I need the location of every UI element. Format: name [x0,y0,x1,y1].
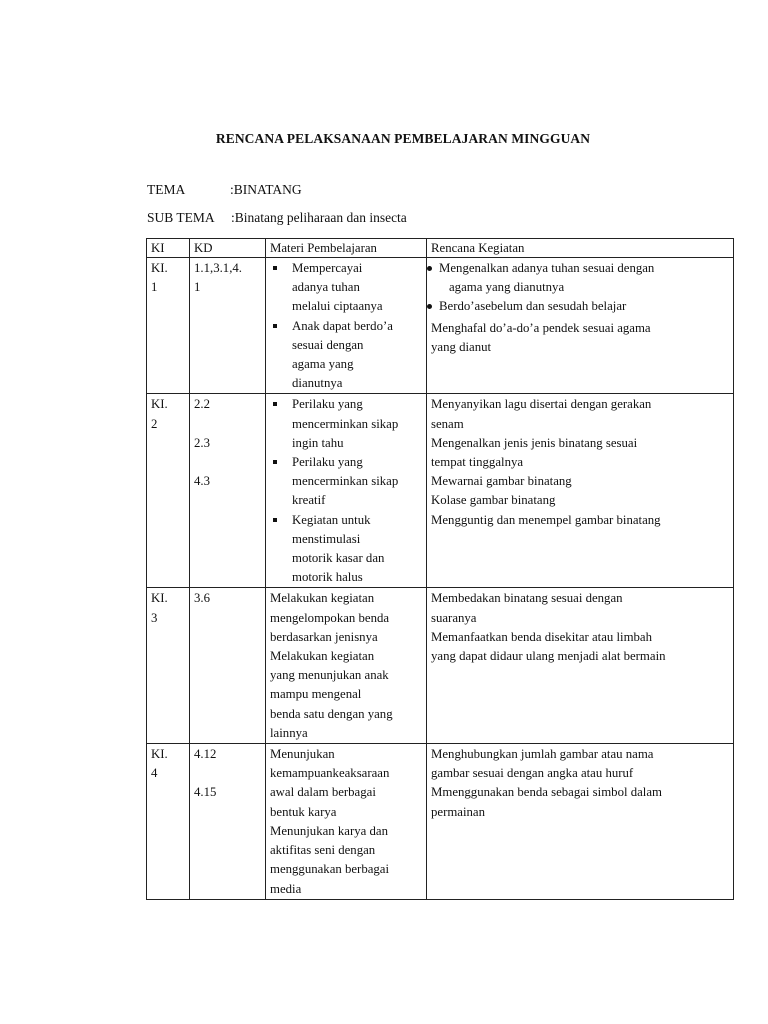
materi-text: dianutnya [292,376,343,391]
kd-cell [190,258,266,394]
ki-text: KI. [151,397,168,412]
materi-text: mengelompokan benda [270,610,390,625]
materi-text: motorik halus [292,570,363,585]
header-ki: KI [147,239,190,258]
materi-text: media [270,881,302,896]
kegiatan-cell [427,744,734,900]
tema-value: :BINATANG [230,182,302,197]
materi-text: aktifitas seni dengan [270,843,376,858]
ki-text: KI. [151,591,168,606]
materi-text: menggunakan berbagai [270,862,390,877]
materi-cell [266,744,427,900]
list-item [431,297,729,316]
materi-text: kreatif [292,493,326,508]
kegiatan-text: senam [431,416,464,431]
list-item [270,511,422,588]
table-row [147,744,734,900]
kegiatan-text: Menghafal do’a-do’a pendek sesuai agama [431,320,651,335]
materi-text: mencerminkan sikap [292,416,399,431]
materi-cell [266,394,427,588]
list-item [270,395,422,453]
kd-text: 1 [194,280,201,295]
materi-text: Melakukan kegiatan [270,649,375,664]
kegiatan-text: Berdo’asebelum dan sesudah belajar [439,299,627,314]
kegiatan-text: Mmenggunakan benda sebagai simbol dalam [431,785,662,800]
kegiatan-text: Menghubungkan jumlah gambar atau nama [431,747,654,762]
ki-cell [147,258,190,394]
kd-text: 2.3 [194,435,210,450]
materi-text: adanya tuhan [292,280,360,295]
kd-cell [190,744,266,900]
kegiatan-text: suaranya [431,610,477,625]
kegiatan-text: permainan [431,804,486,819]
ki-text: KI. [151,261,168,275]
materi-cell [266,588,427,744]
kegiatan-text: Menyanyikan lagu disertai dengan gerakan [431,397,652,412]
materi-text: Menunjukan [270,747,335,762]
materi-text: berdasarkan jenisnya [270,629,378,644]
header-kd: KD [190,239,266,258]
ki-text: 1 [151,280,158,295]
materi-text: lainnya [270,725,308,740]
materi-text: motorik kasar dan [292,551,385,566]
table-row [147,394,734,588]
materi-text: Mempercayai [292,261,363,275]
kegiatan-text: agama yang dianutnya [449,280,565,295]
kd-cell [190,588,266,744]
table-row [147,258,734,394]
materi-text: bentuk karya [270,804,337,819]
kegiatan-text: Mengenalkan jenis jenis binatang sesuai [431,435,638,450]
list-item [270,317,422,394]
materi-text: Perilaku yang [292,455,363,470]
kegiatan-cell [427,258,734,394]
header-rencana: Rencana Kegiatan [427,239,734,258]
materi-text: mencerminkan sikap [292,474,399,489]
kd-text: 2.2 [194,397,210,412]
ki-cell [147,588,190,744]
ki-text: KI. [151,747,168,762]
ki-text: 3 [151,610,158,625]
kd-text: 4.12 [194,747,217,762]
table-header-row [147,239,734,258]
materi-text: mampu mengenal [270,687,362,702]
list-item [270,453,422,511]
kegiatan-text: Kolase gambar binatang [431,493,556,508]
kd-text: 1.1,3.1,4. [194,261,242,275]
materi-cell [266,258,427,394]
materi-text: melalui ciptaanya [292,299,383,314]
ki-cell [147,744,190,900]
materi-text: benda satu dengan yang [270,706,393,721]
materi-text: agama yang [292,357,354,372]
materi-text: ingin tahu [292,435,344,450]
kegiatan-text: Mengenalkan adanya tuhan sesuai dengan [439,261,655,275]
materi-text: Menunjukan karya dan [270,823,388,838]
tema-label: TEMA [147,182,186,197]
header-materi: Materi Pembelajaran [266,239,427,258]
sub-tema-value: :Binatang peliharaan dan insecta [231,210,407,225]
kegiatan-text: tempat tinggalnya [431,455,524,470]
kegiatan-text: yang dianut [431,339,492,354]
materi-text: menstimulasi [292,531,361,546]
ki-cell [147,394,190,588]
ki-text: 2 [151,416,158,431]
list-item [270,259,422,317]
kegiatan-text: Memanfaatkan benda disekitar atau limbah [431,629,653,644]
materi-text: Kegiatan untuk [292,512,371,527]
lesson-plan-table [146,238,734,900]
kegiatan-text: yang dapat didaur ulang menjadi alat bermain [431,649,666,664]
ki-text: 4 [151,766,158,781]
kegiatan-text: Mengguntig dan menempel gambar binatang [431,512,661,527]
materi-text: Melakukan kegiatan [270,591,375,606]
document-title: RENCANA PELAKSANAAN PEMBELAJARAN MINGGUAN [215,131,591,146]
sub-tema-line [147,210,407,226]
materi-text: sesuai dengan [292,337,364,352]
kegiatan-cell [427,394,734,588]
kegiatan-text: Mewarnai gambar binatang [431,474,572,489]
sub-tema-label: SUB TEMA [147,210,215,225]
kd-cell [190,394,266,588]
materi-text: yang menunjukan anak [270,668,389,683]
kegiatan-text: Membedakan binatang sesuai dengan [431,591,623,606]
kegiatan-cell [427,588,734,744]
kd-text: 4.3 [194,473,210,488]
materi-text: awal dalam berbagai [270,785,376,800]
kegiatan-text: gambar sesuai dengan angka atau huruf [431,766,634,781]
kd-text: 4.15 [194,785,217,800]
table-row [147,588,734,744]
materi-text: Perilaku yang [292,397,363,412]
materi-text: kemampuankeaksaraan [270,766,390,781]
materi-text: Anak dapat berdo’a [292,318,393,333]
tema-line [147,182,302,198]
list-item [431,259,729,297]
kd-text: 3.6 [194,591,210,606]
